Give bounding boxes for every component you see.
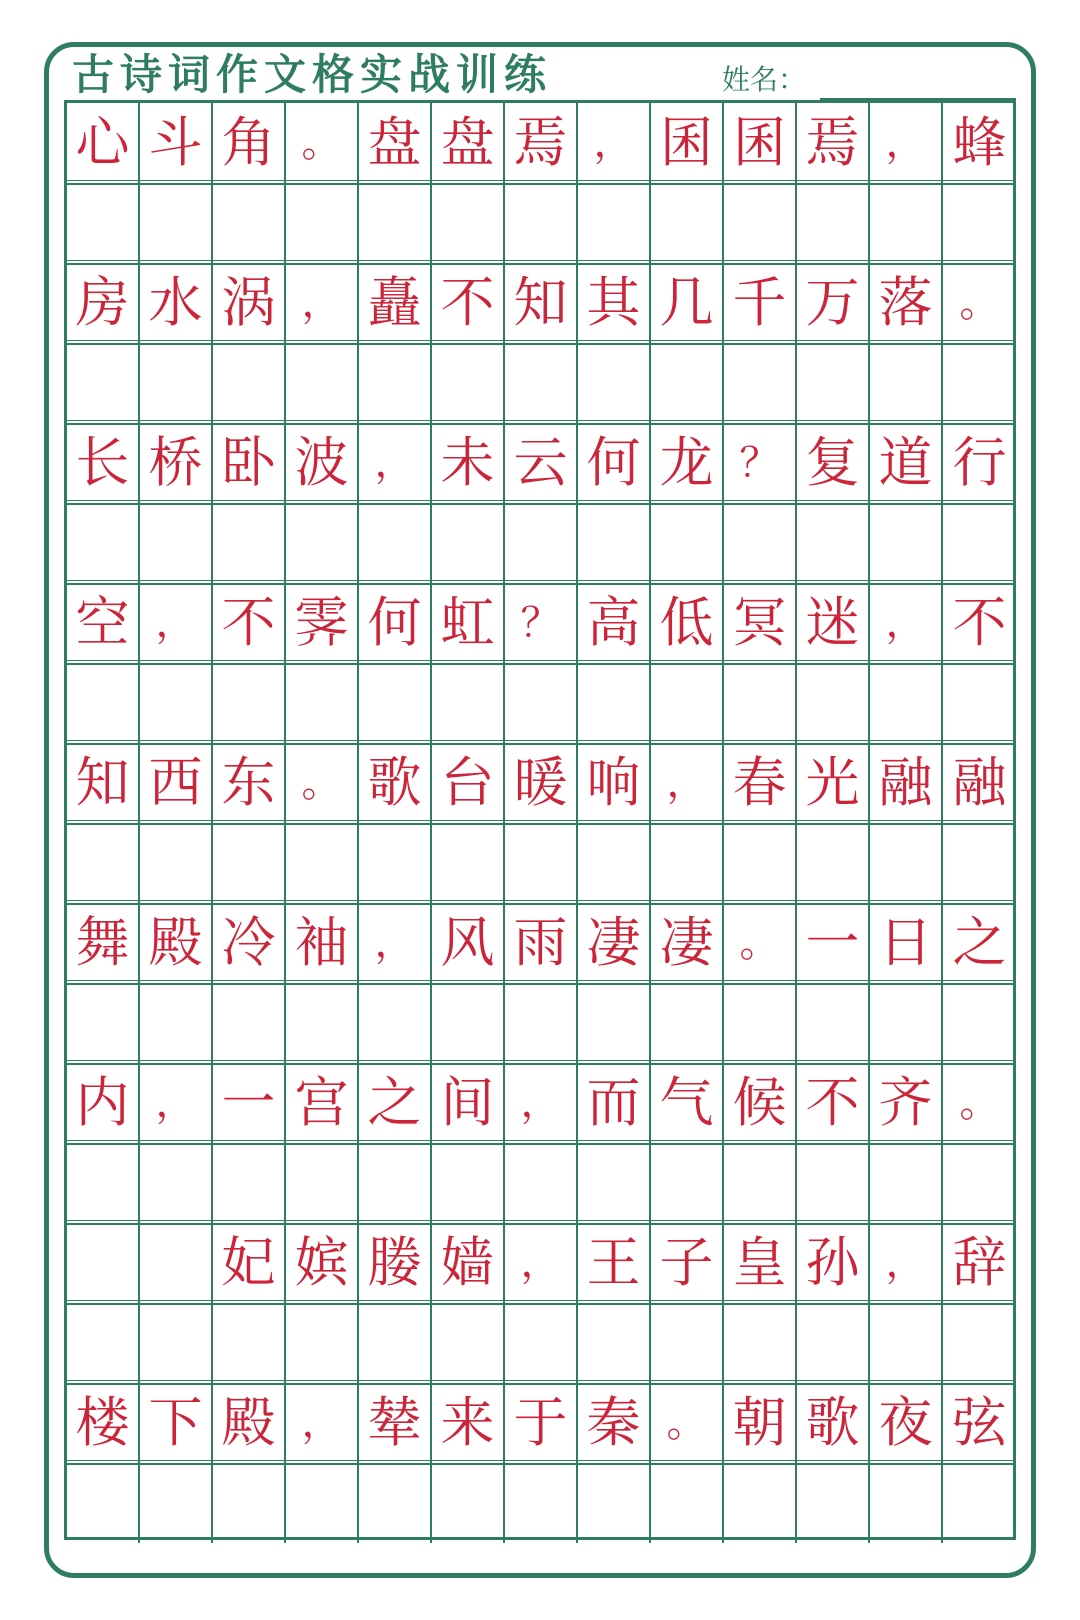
grid-cell-filled: 暖 — [505, 743, 578, 823]
grid-cell-empty[interactable] — [286, 1303, 359, 1383]
grid-cell-filled: 。 — [651, 1383, 724, 1463]
grid-cell-filled: 不 — [952, 591, 1007, 654]
grid-cell-filled: 卧 — [213, 423, 286, 503]
grid-cell-filled: 一 — [797, 903, 870, 983]
grid-cell-filled: 长 — [67, 423, 140, 503]
grid-cell-empty[interactable] — [651, 1143, 724, 1223]
grid-cell-empty[interactable] — [432, 343, 505, 423]
writing-grid — [64, 100, 1016, 1540]
grid-cell-filled: 盘 — [432, 103, 505, 183]
grid-cell-filled: 齐 — [870, 1063, 943, 1143]
grid-cell-filled: ， — [651, 743, 724, 823]
grid-cell-empty[interactable] — [67, 1143, 140, 1223]
grid-cell-filled: 焉 — [505, 103, 578, 183]
grid-cell-empty[interactable] — [67, 1303, 140, 1383]
grid-cell-filled: 风 — [432, 903, 505, 983]
grid-cell-empty[interactable] — [67, 503, 140, 583]
grid-cell-empty[interactable] — [505, 663, 578, 743]
grid-cell-filled: 何 — [578, 423, 651, 503]
grid-cell-filled: 弦 — [952, 1391, 1007, 1454]
grid-cell-filled: 夜 — [870, 1383, 943, 1463]
text-row — [67, 1063, 1013, 1145]
grid-cell-filled: 于 — [505, 1383, 578, 1463]
grid-cell-empty[interactable] — [359, 503, 432, 583]
grid-cell-empty[interactable] — [797, 1303, 870, 1383]
grid-cell-empty[interactable] — [724, 183, 797, 263]
grid-cell-filled: 虹 — [432, 583, 505, 663]
grid-cell-filled: 嫔 — [286, 1223, 359, 1303]
grid-cell-filled: 殿 — [140, 903, 213, 983]
grid-cell-empty[interactable] — [797, 343, 870, 423]
grid-cell-empty[interactable] — [870, 1143, 943, 1223]
grid-cell-empty[interactable] — [140, 663, 213, 743]
grid-cell-filled: ， — [140, 1063, 213, 1143]
grid-cell-empty[interactable] — [870, 1463, 943, 1543]
grid-cell-filled: 东 — [213, 743, 286, 823]
grid-cell-empty[interactable] — [359, 983, 432, 1063]
grid-cell-filled: 行 — [952, 431, 1007, 494]
grid-cell-empty[interactable] — [432, 183, 505, 263]
grid-cell-filled: 迷 — [797, 583, 870, 663]
grid-cell-empty[interactable] — [724, 503, 797, 583]
grid-cell-filled: 妃 — [213, 1223, 286, 1303]
grid-cell-filled: 皇 — [724, 1223, 797, 1303]
grid-cell-filled: 歌 — [359, 743, 432, 823]
grid-cell-filled: ， — [359, 903, 432, 983]
grid-cell-empty[interactable] — [286, 183, 359, 263]
practice-row — [67, 1303, 1013, 1385]
grid-cell-filled: 。 — [959, 1080, 1000, 1126]
grid-cell-empty[interactable] — [943, 823, 1016, 903]
grid-cell-empty[interactable] — [140, 183, 213, 263]
grid-cell-empty[interactable] — [67, 1463, 140, 1543]
grid-cell-empty[interactable] — [432, 983, 505, 1063]
grid-cell-filled: 辞 — [952, 1231, 1007, 1294]
grid-cell-filled: 朝 — [724, 1383, 797, 1463]
grid-cell-empty[interactable] — [943, 1463, 1016, 1543]
grid-cell-filled: ， — [505, 1223, 578, 1303]
grid-cell-empty[interactable] — [505, 1143, 578, 1223]
text-row — [67, 1223, 1013, 1305]
grid-cell-empty[interactable] — [432, 1143, 505, 1223]
grid-cell-filled: 孙 — [797, 1223, 870, 1303]
grid-cell-empty[interactable] — [578, 503, 651, 583]
grid-cell-filled — [67, 1223, 140, 1303]
grid-cell-filled: 西 — [140, 743, 213, 823]
grid-cell-empty[interactable] — [724, 823, 797, 903]
grid-cell-filled: 落 — [870, 263, 943, 343]
grid-cell-empty[interactable] — [213, 1463, 286, 1543]
grid-cell-filled: ， — [505, 1063, 578, 1143]
grid-cell-empty[interactable] — [724, 663, 797, 743]
grid-cell-filled: 囷 — [724, 103, 797, 183]
grid-cell-empty[interactable] — [651, 183, 724, 263]
grid-cell-empty[interactable] — [943, 183, 1016, 263]
grid-cell-empty[interactable] — [359, 1303, 432, 1383]
grid-cell-empty[interactable] — [578, 1143, 651, 1223]
name-field[interactable] — [722, 62, 1016, 100]
grid-cell-empty[interactable] — [943, 1143, 1016, 1223]
grid-cell-empty[interactable] — [943, 663, 1016, 743]
grid-cell-filled: ， — [286, 263, 359, 343]
grid-cell-empty[interactable] — [505, 1303, 578, 1383]
grid-cell-empty[interactable] — [286, 503, 359, 583]
grid-cell-filled: 响 — [578, 743, 651, 823]
text-row — [67, 103, 1013, 185]
text-row — [67, 423, 1013, 505]
grid-cell-empty[interactable] — [578, 983, 651, 1063]
grid-cell-filled: 而 — [578, 1063, 651, 1143]
grid-cell-filled: 之 — [359, 1063, 432, 1143]
grid-cell-filled: 不 — [797, 1063, 870, 1143]
grid-cell-filled: 何 — [359, 583, 432, 663]
grid-cell-filled: 角 — [213, 103, 286, 183]
grid-cell-empty[interactable] — [432, 503, 505, 583]
grid-cell-empty[interactable] — [359, 823, 432, 903]
grid-cell-empty[interactable] — [797, 503, 870, 583]
grid-cell-empty[interactable] — [870, 343, 943, 423]
grid-cell-filled: 心 — [67, 103, 140, 183]
grid-cell-filled: 台 — [432, 743, 505, 823]
grid-cell-empty[interactable] — [67, 343, 140, 423]
grid-cell-filled: 子 — [651, 1223, 724, 1303]
grid-cell-empty[interactable] — [651, 1463, 724, 1543]
grid-cell-filled: 房 — [67, 263, 140, 343]
grid-cell-filled: 知 — [67, 743, 140, 823]
grid-cell-filled: 袖 — [286, 903, 359, 983]
grid-cell-empty[interactable] — [286, 983, 359, 1063]
grid-cell-filled: 千 — [724, 263, 797, 343]
grid-cell-filled: ， — [870, 103, 943, 183]
grid-cell-empty[interactable] — [797, 823, 870, 903]
grid-cell-empty[interactable] — [432, 1463, 505, 1543]
grid-cell-filled: ， — [870, 1223, 943, 1303]
grid-cell-filled: 凄 — [578, 903, 651, 983]
grid-cell-empty[interactable] — [578, 663, 651, 743]
grid-cell-empty[interactable] — [870, 503, 943, 583]
grid-cell-empty[interactable] — [140, 1463, 213, 1543]
grid-cell-empty[interactable] — [140, 983, 213, 1063]
grid-cell-empty[interactable] — [943, 1303, 1016, 1383]
grid-cell-filled: ， — [140, 583, 213, 663]
grid-cell-filled: 斗 — [140, 103, 213, 183]
grid-cell-empty[interactable] — [432, 1303, 505, 1383]
grid-cell-filled: 道 — [870, 423, 943, 503]
grid-cell-filled: 冥 — [724, 583, 797, 663]
grid-cell-empty[interactable] — [651, 983, 724, 1063]
grid-cell-filled: 气 — [651, 1063, 724, 1143]
grid-cell-filled: 不 — [432, 263, 505, 343]
grid-cell-filled: 波 — [286, 423, 359, 503]
grid-cell-empty[interactable] — [870, 823, 943, 903]
grid-cell-filled: 。 — [286, 103, 359, 183]
grid-cell-filled: 候 — [724, 1063, 797, 1143]
grid-cell-filled: 殿 — [213, 1383, 286, 1463]
grid-cell-filled: 秦 — [578, 1383, 651, 1463]
grid-cell-empty[interactable] — [213, 823, 286, 903]
grid-cell-empty[interactable] — [651, 1303, 724, 1383]
grid-cell-filled: 复 — [797, 423, 870, 503]
grid-cell-filled: 楼 — [67, 1383, 140, 1463]
grid-cell-empty[interactable] — [213, 343, 286, 423]
grid-cell-filled: 凄 — [651, 903, 724, 983]
grid-cell-empty[interactable] — [578, 1463, 651, 1543]
grid-cell-filled: ？ — [724, 423, 797, 503]
grid-cell-empty[interactable] — [67, 663, 140, 743]
grid-cell-filled: 媵 — [359, 1223, 432, 1303]
practice-row — [67, 983, 1013, 1065]
grid-cell-filled: ， — [870, 583, 943, 663]
grid-cell-empty[interactable] — [724, 343, 797, 423]
grid-cell-empty[interactable] — [651, 503, 724, 583]
grid-cell-empty[interactable] — [578, 343, 651, 423]
grid-cell-empty[interactable] — [505, 823, 578, 903]
grid-cell-empty[interactable] — [578, 823, 651, 903]
grid-cell-empty[interactable] — [359, 183, 432, 263]
grid-cell-empty[interactable] — [943, 503, 1016, 583]
grid-cell-empty[interactable] — [724, 1463, 797, 1543]
grid-cell-filled: 光 — [797, 743, 870, 823]
grid-cell-empty[interactable] — [505, 183, 578, 263]
grid-cell-filled: 下 — [140, 1383, 213, 1463]
grid-cell-filled: 盘 — [359, 103, 432, 183]
text-row — [67, 1383, 1013, 1465]
grid-cell-filled: 冷 — [213, 903, 286, 983]
grid-cell-empty[interactable] — [432, 823, 505, 903]
grid-cell-empty[interactable] — [140, 503, 213, 583]
practice-row — [67, 183, 1013, 265]
grid-cell-filled: 辇 — [359, 1383, 432, 1463]
grid-cell-empty[interactable] — [140, 1143, 213, 1223]
grid-cell-filled: 一 — [213, 1063, 286, 1143]
grid-cell-filled: 宫 — [286, 1063, 359, 1143]
grid-cell-filled: 之 — [952, 911, 1007, 974]
grid-cell-empty[interactable] — [286, 343, 359, 423]
grid-cell-empty[interactable] — [797, 183, 870, 263]
grid-cell-empty[interactable] — [651, 343, 724, 423]
grid-cell-filled: ， — [578, 103, 651, 183]
grid-cell-empty[interactable] — [67, 983, 140, 1063]
grid-cell-filled: 空 — [67, 583, 140, 663]
practice-row — [67, 1143, 1013, 1225]
grid-cell-empty[interactable] — [505, 983, 578, 1063]
grid-cell-empty[interactable] — [140, 1303, 213, 1383]
grid-cell-empty[interactable] — [67, 823, 140, 903]
grid-cell-empty[interactable] — [578, 183, 651, 263]
grid-cell-empty[interactable] — [286, 1143, 359, 1223]
grid-cell-filled: 来 — [432, 1383, 505, 1463]
grid-cell-filled: 日 — [870, 903, 943, 983]
grid-cell-empty[interactable] — [213, 183, 286, 263]
practice-row — [67, 503, 1013, 585]
grid-cell-filled: 涡 — [213, 263, 286, 343]
text-row — [67, 583, 1013, 665]
practice-row — [67, 823, 1013, 905]
grid-cell-empty[interactable] — [213, 983, 286, 1063]
grid-cell-filled: 矗 — [359, 263, 432, 343]
grid-cell-filled: 内 — [67, 1063, 140, 1143]
grid-cell-empty[interactable] — [432, 663, 505, 743]
grid-cell-empty[interactable] — [505, 343, 578, 423]
grid-cell-empty[interactable] — [870, 663, 943, 743]
grid-cell-filled: ， — [359, 423, 432, 503]
grid-cell-filled: 未 — [432, 423, 505, 503]
grid-cell-filled: 知 — [505, 263, 578, 343]
grid-cell-filled: 春 — [724, 743, 797, 823]
grid-cell-empty[interactable] — [724, 983, 797, 1063]
worksheet-title: 古诗词作文格实战训练 — [72, 50, 553, 99]
text-row — [67, 263, 1013, 345]
practice-row — [67, 1463, 1013, 1543]
grid-cell-filled: 雨 — [505, 903, 578, 983]
grid-cell-empty[interactable] — [286, 823, 359, 903]
grid-cell-empty[interactable] — [213, 663, 286, 743]
grid-cell-empty[interactable] — [67, 183, 140, 263]
grid-cell-filled: 低 — [651, 583, 724, 663]
grid-cell-empty[interactable] — [797, 983, 870, 1063]
grid-cell-empty[interactable] — [505, 503, 578, 583]
text-row — [67, 903, 1013, 985]
practice-row — [67, 663, 1013, 745]
grid-cell-filled — [140, 1223, 213, 1303]
grid-cell-filled: 囷 — [651, 103, 724, 183]
grid-cell-empty[interactable] — [943, 343, 1016, 423]
grid-cell-empty[interactable] — [286, 1463, 359, 1543]
name-label: 姓名： — [722, 63, 807, 96]
grid-cell-empty[interactable] — [578, 1303, 651, 1383]
grid-cell-filled: 万 — [797, 263, 870, 343]
grid-cell-empty[interactable] — [213, 1143, 286, 1223]
grid-cell-empty[interactable] — [797, 1463, 870, 1543]
grid-cell-empty[interactable] — [286, 663, 359, 743]
grid-cell-filled: 。 — [286, 743, 359, 823]
text-row — [67, 743, 1013, 825]
grid-cell-filled: 嫱 — [432, 1223, 505, 1303]
grid-cell-empty[interactable] — [140, 823, 213, 903]
grid-cell-empty[interactable] — [140, 343, 213, 423]
grid-cell-empty[interactable] — [797, 1143, 870, 1223]
grid-cell-empty[interactable] — [870, 183, 943, 263]
grid-cell-filled: 舞 — [67, 903, 140, 983]
grid-cell-empty[interactable] — [505, 1463, 578, 1543]
grid-cell-empty[interactable] — [359, 663, 432, 743]
grid-cell-empty[interactable] — [651, 823, 724, 903]
grid-cell-filled: 融 — [952, 751, 1007, 814]
practice-row — [67, 343, 1013, 425]
grid-cell-filled: 蜂 — [952, 111, 1007, 174]
grid-cell-filled: 龙 — [651, 423, 724, 503]
grid-cell-empty[interactable] — [943, 983, 1016, 1063]
grid-cell-filled: 间 — [432, 1063, 505, 1143]
grid-cell-empty[interactable] — [797, 663, 870, 743]
grid-cell-empty[interactable] — [213, 1303, 286, 1383]
grid-cell-empty[interactable] — [359, 1463, 432, 1543]
grid-cell-filled: 水 — [140, 263, 213, 343]
grid-cell-filled: 高 — [578, 583, 651, 663]
grid-cell-empty[interactable] — [724, 1143, 797, 1223]
grid-cell-filled: 。 — [724, 903, 797, 983]
grid-cell-filled: ， — [286, 1383, 359, 1463]
grid-cell-filled: 云 — [505, 423, 578, 503]
grid-cell-filled: 几 — [651, 263, 724, 343]
grid-cell-filled: 融 — [870, 743, 943, 823]
grid-cell-empty[interactable] — [359, 1143, 432, 1223]
grid-cell-empty[interactable] — [651, 663, 724, 743]
grid-cell-empty[interactable] — [724, 1303, 797, 1383]
grid-cell-filled: 王 — [578, 1223, 651, 1303]
grid-cell-empty[interactable] — [359, 343, 432, 423]
grid-cell-empty[interactable] — [870, 983, 943, 1063]
grid-cell-filled: 桥 — [140, 423, 213, 503]
grid-cell-filled: 焉 — [797, 103, 870, 183]
grid-cell-filled: 不 — [213, 583, 286, 663]
grid-cell-empty[interactable] — [870, 1303, 943, 1383]
grid-cell-filled: 其 — [578, 263, 651, 343]
grid-cell-filled: 霁 — [286, 583, 359, 663]
grid-cell-filled: 歌 — [797, 1383, 870, 1463]
grid-cell-filled: ？ — [505, 583, 578, 663]
grid-cell-empty[interactable] — [213, 503, 286, 583]
grid-cell-filled: 。 — [959, 280, 1000, 326]
